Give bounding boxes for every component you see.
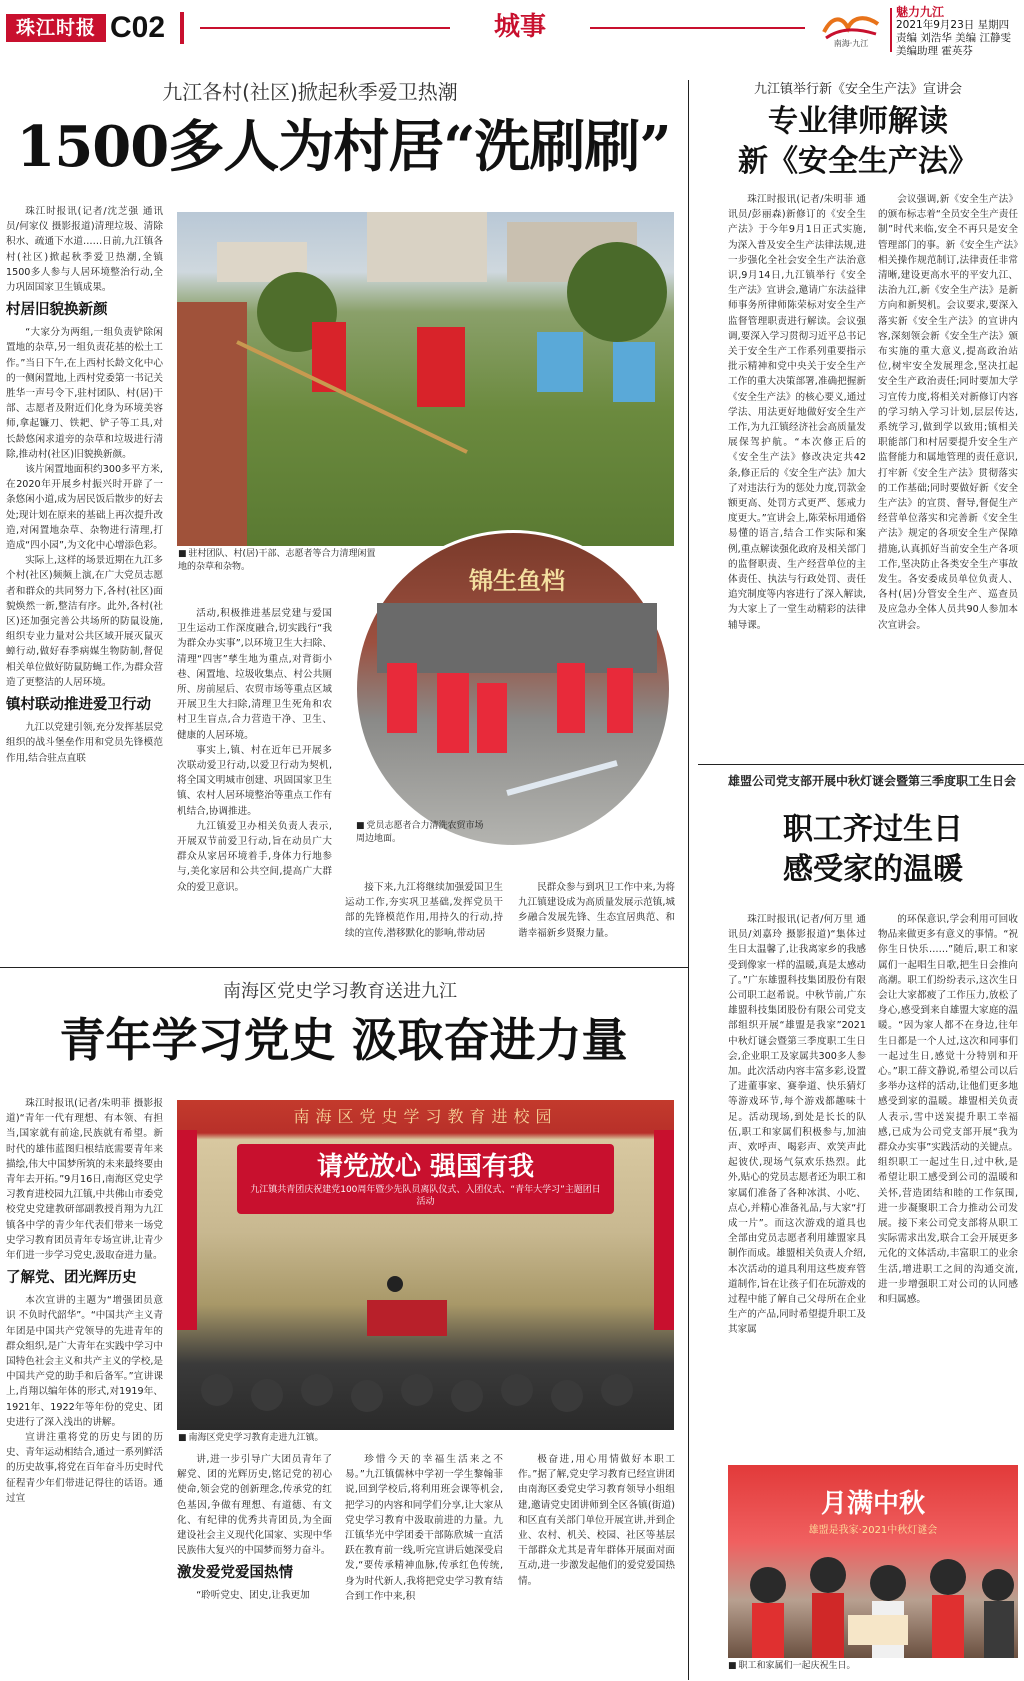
- article1-col2-text-b: 事实上,镇、村在近年已开展多次联动爱卫行动,以爱卫行动为契机,将全国文明城市创建、巩固国家卫生镇、农村人居环境整治等重点工作有机结合,协调推进。: [177, 744, 332, 817]
- page-meta: [896, 6, 1024, 58]
- article2-kicker: 九江镇举行新《安全生产法》宣讲会: [753, 82, 962, 97]
- masthead: [0, 0, 1024, 56]
- header-rule-left: [200, 27, 450, 29]
- article4-lead: 珠江时报讯(记者/朱明菲 摄影报道)“青年一代有理想、有本领、有担当,国家就有前途,民族就有希望。新时代的雄伟蓝图归根结底需要青年来描绘,伟大中国梦所筑的未来最终要由青年去开拓。”9月16日,南海区党史学习教育进校园九江镇,中共佛山市委党校党史党建教研部副教授肖翔为九江镇各中学的青少年代表们带来一场党史学习教育团员青年专场宣讲,让青少年们进一步学习党史,汲取奋进力量。: [6, 1098, 163, 1262]
- article1-col3-text: 接下来,九江将继续加强爱国卫生运动工作,夯实巩卫基础,发挥党员干部的先锋模范作用,用持久的行动,持续的宣传,潜移默化的影响,带动居: [345, 882, 503, 939]
- article4-caption: ■ 南海区党史学习教育走进九江镇。: [178, 1432, 478, 1445]
- article3-kicker: 雄盟公司党支部开展中秋灯谜会暨第三季度职工生日会: [728, 774, 1017, 788]
- article4-column-1: [6, 1096, 163, 1676]
- article4-col3-text: 珍惜今天的幸福生活来之不易。”九江镇儒林中学初一学生黎翰菲说,回到学校后,将利用班会课等机会,把学习的内容和同学们分享,让大家从党史学习教育中汲取前进的力量。九江镇华光中学团委干部陈欣城一直活跃在教育前一线,听完宣讲后她深受启发,“要传承精神血脉,传承红色传统,身为时代新人,我将把党史学习教育结合到工作中来,积: [345, 1454, 503, 1602]
- article4-photo: [177, 1100, 674, 1430]
- horizontal-separator-right: [698, 764, 1024, 765]
- section-title: 城事: [493, 12, 546, 42]
- article2-text-a: 珠江时报讯(记者/朱明菲 通讯员/彭丽森)新修订的《安全生产法》于今年9月1日正式实施,为深入普及安全生产法律法规,进一步强化全社会安全生产法治意识,9月14日,九江镇举行《安全生产法》宣讲会,邀请广东法益律师事务所律师陈荣标对安全生产监督管理职责进行解读。会议强调,要深入学习贯彻习近平总书记关于安全生产工作系列重要指示批示精神和党中央关于安全生产工作的重大决策部署,准确把握新《安全生产法》的核心要义,通过学法、用法更好地做好安全生产工作,为九江镇经济社会高质量发展保驾护航。“本次修正后的《安全生产法》修改决定共42条,修正后的《安全生产法》加大了对违法行为的惩处力度,罚款金额更高、处罚方式更严、惩戒力度更大。”宣讲会上,陈荣标用通俗易懂的语言,结合工作实际和案例,重点解读强化政府及相关部门的监督职责、生产经营单位的主体责任、执法与行政处罚、责任追究制度等内容进行了深入解读,为大家上了一堂生动精彩的法律辅导课。: [728, 194, 866, 631]
- header-divider: [180, 12, 184, 44]
- article2-headline-line2: 新《安全生产法》: [738, 144, 978, 179]
- article1-paragraph-2: 该片闲置地面积约300多平方米,在2020年开展乡村振兴时开辟了一条悠闲小道,成为居民饭后散步的好去处;现计划在原来的基础上再次提升改造,对闲置地杂草、杂物进行清理,打造成“四小园”,为文化中心增添色彩。: [6, 464, 163, 552]
- article4-col2-text: 讲,进一步引导广大团员青年了解党、团的光辉历史,铭记党的初心使命,领会党的创新理念,传承党的红色基因,争做有理想、有道德、有文化、有纪律的优秀共青团员,为全面建设社会主义现代化国家、实现中华民族伟大复兴的中国梦而努力奋斗。: [177, 1454, 332, 1557]
- column-separator: [688, 80, 689, 1680]
- photo-banner-sub: 雄盟是我家·2021中秋灯谜会: [808, 1525, 938, 1536]
- article4-column-2: [177, 1452, 332, 1677]
- article4-column-3: [345, 1452, 503, 1677]
- photo-banner-title: 月满中秋: [820, 1489, 925, 1519]
- article3-caption: ■ 职工和家属们一起庆祝生日。: [728, 1660, 1018, 1673]
- horizontal-separator-left: [0, 967, 688, 968]
- article4-headline: 青年学习党史 汲取奋进力量: [59, 1013, 628, 1067]
- article1-photo-2: [354, 530, 672, 848]
- article2-column-1: [728, 192, 866, 732]
- article4-subhead-2: 激发爱党爱国热情: [177, 1565, 293, 1582]
- article1-kicker: 九江各村(社区)掀起秋季爱卫热潮: [162, 80, 458, 104]
- article3-photo: [728, 1465, 1018, 1658]
- issue-date: 2021年9月23日 星期四: [896, 19, 1010, 31]
- article4-paragraph-1: 本次宣讲的主题为“增强团员意识 不负时代韶华”。“中国共产主义青年团是中国共产党领导的先进青年的群众组织,是广大青年在实践中学习中国特色社会主义和共产主义的学校,是中国共产党的助手和后备军。”宣讲课上,肖翔以编年体的形式,对1919年、1921年、1922年等年份的党史、团史进行了深入浅出的讲解。: [6, 1295, 163, 1428]
- article1-subhead-1: 村居旧貌换新颜: [6, 302, 108, 319]
- article1-paragraph-4: 九江以党建引领,充分发挥基层党组织的战斗堡垒作用和党员先锋模范作用,结合驻点直联: [6, 722, 163, 764]
- article1-paragraph-3: 实际上,这样的场景近期在九江多个村(社区)频频上演,在广大党员志愿者和群众的共同努力下,各村(社区)面貌焕然一新,整洁有序。此外,各村(社区)还加强完善公共场所的防鼠设施,组织专业力量对公共区域开展灭鼠灭蟑行动,做好春季病媒生物防制,督促相关单位做好防鼠防蝇工作,为群众营造了更整洁的人居环境。: [6, 555, 163, 688]
- article1-col2-text: 活动,积极推进基层党建与爱国卫生运动工作深度融合,切实践行“我为群众办实事”,以环境卫生大扫除、清理“四害”孳生地为重点,对背街小巷、闲置地、垃圾收集点、村公共厕所、房前屋后、农贸市场等重点区域开展卫生大扫除,清理卫生死角和农村卫生盲点,合力营造干净、卫生、健康的人居环境。: [177, 608, 332, 741]
- article3-text-b: 的环保意识,学会利用可回收物品来做更多有意义的事情。“祝你生日快乐……”随后,职工和家属们一起唱生日歌,把生日会推向高潮。职工们纷纷表示,这次生日会让大家都疲了工作压力,放松了身心,感受到来自雄盟大家庭的温暖。“因为家人都不在身边,往年生日都是一个人过,这次和同事们一起过生日,感觉十分特别和开心。”职工薛文静说,希望公司以后多举办这样的活动,让他们更多地感受到家的温暖。雄盟相关负责人表示,雪中送炭提升职工幸福感,已成为公司党支部开展“我为群众办实事”实践活动的关键点。组织职工一起过生日,过中秋,是希望让职工感受到公司的温暖和关怀,营造团结和睦的工作氛围,进一步凝聚职工合力推动公司发展。接下来公司党支部将从职工实际需求出发,联合工会开展更多元化的文体活动,丰富职工的业余生活,增进职工之间的沟通交流,进一步增强职工对公司的认同感和归属感。: [878, 914, 1018, 1306]
- article1-subhead-2: 镇村联动推进爱卫行动: [6, 697, 151, 714]
- meta-divider: [890, 8, 892, 52]
- article1-paragraph-1: “大家分为两组,一组负责铲除闲置地的杂草,另一组负责花基的松土工作。”当日下午,在上西村长龄文化中心的一侧闲置地,上西村党委第一书记关胜华一声号令下,驻村团队、村(居)干部、志愿者及附近们化身为环境美容师,拿起镰刀、铁耙、铲子等工具,对长龄悠闲求道旁的杂草和垃圾进行清除,推动村(社区)旧貌换新颜。: [6, 327, 163, 460]
- article3-headline-line1: 职工齐过生日: [783, 812, 963, 847]
- article3-text-a: 珠江时报讯(记者/何万里 通讯员/刘嘉玲 摄影报道)“集体过生日太温馨了,让我离家乡的我感受到像家一样的温暖,真是太感动了。”广东雄盟科技集团股份有限公司职工赵希说。中秋节前,广东雄盟科技集团股份有限公司党支部组织开展“雄盟是我家”2021中秋灯谜会暨第三季度职工生日会,企业职工及家属共300多人参加。此次活动内容丰富多彩,设置了进董事家、赛拳道、快乐猜灯等游戏环节,每个游戏都趣味十足。活动现场,到处是长长的队伍,职工和家属们积极参与,加油声、欢呼声、喝彩声、欢笑声此起彼伏,现场气氛欢乐热烈。此外,贴心的党员志愿者还为职工和家属们准备了各种冰淇、小吃、点心,并精心准备礼品,与大家“打成一片”。而这次游戏的道具也全部由党员志愿者利用雄盟家具制作而成。雄盟相关负责人介绍,本次活动的道具利用这些废弃管道制作,旨在让孩子们在玩游戏的过程中能了解自己父母所在企业生产的产品,同时希望提升职工及其家属: [728, 914, 866, 1336]
- article3-column-1: [728, 912, 866, 1432]
- article1-column-2: [177, 606, 332, 893]
- article2-text-b: 会议强调,新《安全生产法》的颁布标志着“全员安全生产责任制”时代来临,安全不再只是安全管理部门的事。新《安全生产法》相关操作规范制订,法律责任非常清晰,建设更高水平的平安九江、法治九江,新《安全生产法》是新方向和新契机。会议要求,要深入落实新《安全生产法》的宣讲内容,深刻领会新《安全生产法》颁布实施的重大意义,提高政治站位,树牢安全发展理念,坚决扛起安全生产政治责任;同时要加大学习宣传力度,将相关对新修订内容的学习纳入学习计划,层层传达,系统学习,做到学以致用;镇相关职能部门和村居要提升安全生产监督能力和属地管理的责任意识,打牢新《安全生产法》贯彻落实的工作基础;同时要做好新《安全生产法》的宣贯、督导,督促生产经营单位落实和完善新《安全生产法》规定的各项安全生产保障措施,认真抓好当前安全生产各项工作,坚决防止各类安全生产事故发生。各安委成员单位负责人、各村(居)分管安全生产、巡查员及应急办全体人员共90人参加本次宣讲会。: [878, 194, 1018, 631]
- article1-photo-1: [177, 212, 674, 546]
- assistant-credit: 美编助理 霍英芬: [896, 45, 973, 57]
- logo-caption: 南海·九江: [833, 39, 869, 48]
- article1-column-4: [518, 880, 675, 962]
- article4-col4-text: 极奋进,用心用情做好本职工作。”据了解,党史学习教育已经宣讲团由南海区委党史学习教育领导小组组建,邀请党史团讲师到全区各镇(街道)和区直有关部门单位开展宣讲,并到企业、农村、机关、校园、社区等基层干部群众尤其是青年群体开展面对面互动,进一步激发起他们的爱党爱国热情。: [518, 1454, 675, 1587]
- article3-headline-line2: 感受家的温暖: [783, 852, 963, 887]
- article2-column-2: [878, 192, 1018, 732]
- market-sign: 锦生鱼档: [469, 566, 565, 595]
- stage-slogan: 请党放心 强国有我: [316, 1152, 535, 1182]
- newspaper-logo: 珠江时报: [6, 14, 106, 42]
- article3-column-2: [878, 912, 1018, 1432]
- article1-col4-text: 民群众参与到巩卫工作中来,为将九江镇建设成为高质量发展示范镇,城乡融合发展先锋、生态宜居典范、和谐幸福新乡贤聚力量。: [518, 882, 675, 939]
- article1-headline: 1500多人为村居“洗刷刷”: [16, 114, 671, 180]
- article1-column-3: [345, 880, 503, 962]
- article1-caption-2: ■ 党员志愿者合力清洗农贸市场周边地面。: [356, 820, 486, 846]
- article1-caption-1: ■ 驻村团队、村(居)干部、志愿者等合力清理闲置地的杂草和杂物。: [178, 548, 378, 574]
- article4-col2-text-b: “聆听党史、团史,让我更加: [196, 1590, 310, 1602]
- article1-lead: 珠江时报讯(记者/沈芝强 通讯员/何家仪 摄影报道)清理垃圾、清除积水、疏通下水道……日前,九江镇各村(社区)掀起秋季爱卫热潮,全镇1500多人参与人居环境整治行动,全力巩固国家卫生镇成果。: [6, 206, 163, 294]
- nanhai-jiujiang-logo: [820, 10, 882, 50]
- article2-headline-line1: 专业律师解读: [768, 104, 948, 139]
- page-number: C02: [110, 11, 166, 44]
- stage-banner: 南海区党史学习教育进校园: [293, 1107, 558, 1126]
- article4-subhead-1: 了解党、团光辉历史: [6, 1270, 137, 1287]
- editor-credit: 责编 刘浩华 美编 江静雯: [896, 32, 1012, 44]
- article4-kicker: 南海区党史学习教育送进九江: [223, 981, 457, 1002]
- article4-paragraph-2: 宣讲注重将党的历史与团的历史、青年运动相结合,通过一系列鲜活的历史故事,将党在百年奋斗历史时代征程青少年们带进记得往的话语。通过宣: [6, 1432, 163, 1504]
- column-brand: 魅力九江: [896, 5, 945, 19]
- stage-subtitle: 九江镇共青团庆祝建党100周年暨少先队员离队仪式、入团仪式、“青年大学习”主题团日活动: [250, 1185, 601, 1207]
- article1-column-1: [6, 204, 163, 958]
- article4-column-4: [518, 1452, 675, 1677]
- header-rule-right: [590, 27, 805, 29]
- article1-col2-text-c: 九江镇爱卫办相关负责人表示,开展双节前爱卫行动,旨在动员广大群众从家居环境着手,身体力行地参与,美化家居和公共空间,提高广大群众的爱卫意识。: [177, 820, 332, 893]
